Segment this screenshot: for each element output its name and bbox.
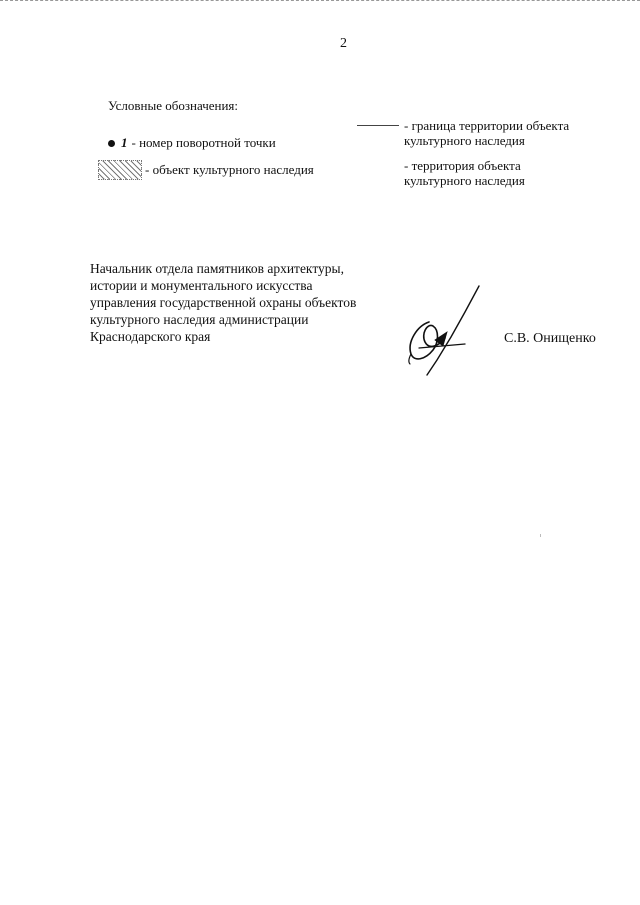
position-line: Начальник отдела памятников архитектуры, — [90, 261, 344, 276]
legend-boundary-label-line1: - граница территории объекта — [404, 118, 570, 133]
position-line: управления государственной охраны объектов — [90, 295, 357, 310]
position-line: культурного наследия администрации — [90, 312, 309, 327]
signer-name: С.В. Онищенко — [504, 331, 596, 346]
legend-boundary-label-line2: культурного наследия — [404, 133, 525, 148]
legend-point-number: 1 — [121, 135, 128, 150]
legend-item-territory — [404, 158, 604, 188]
position-line: Краснодарского края — [90, 329, 211, 344]
signatory-position — [90, 260, 400, 345]
legend-object-label: - объект культурного наследия — [145, 162, 314, 177]
legend-territory-label-line2: культурного наследия — [404, 173, 525, 188]
solid-line-icon — [357, 125, 399, 126]
filled-dot-icon — [108, 140, 115, 147]
page-top-edge — [0, 0, 640, 4]
scan-speck — [540, 534, 541, 537]
legend-item-heritage-object — [98, 160, 314, 180]
hatched-rectangle-icon — [98, 160, 142, 180]
legend-title: Условные обозначения: — [108, 98, 239, 113]
page-number: 2 — [340, 36, 347, 51]
legend-point-label: - номер поворотной точки — [131, 135, 276, 150]
legend-territory-label-line1: - территория объекта — [404, 158, 521, 173]
position-line: истории и монументального искусства — [90, 278, 313, 293]
handwritten-signature — [395, 282, 500, 377]
legend-item-turning-point — [108, 135, 276, 151]
legend-item-boundary — [357, 118, 604, 148]
